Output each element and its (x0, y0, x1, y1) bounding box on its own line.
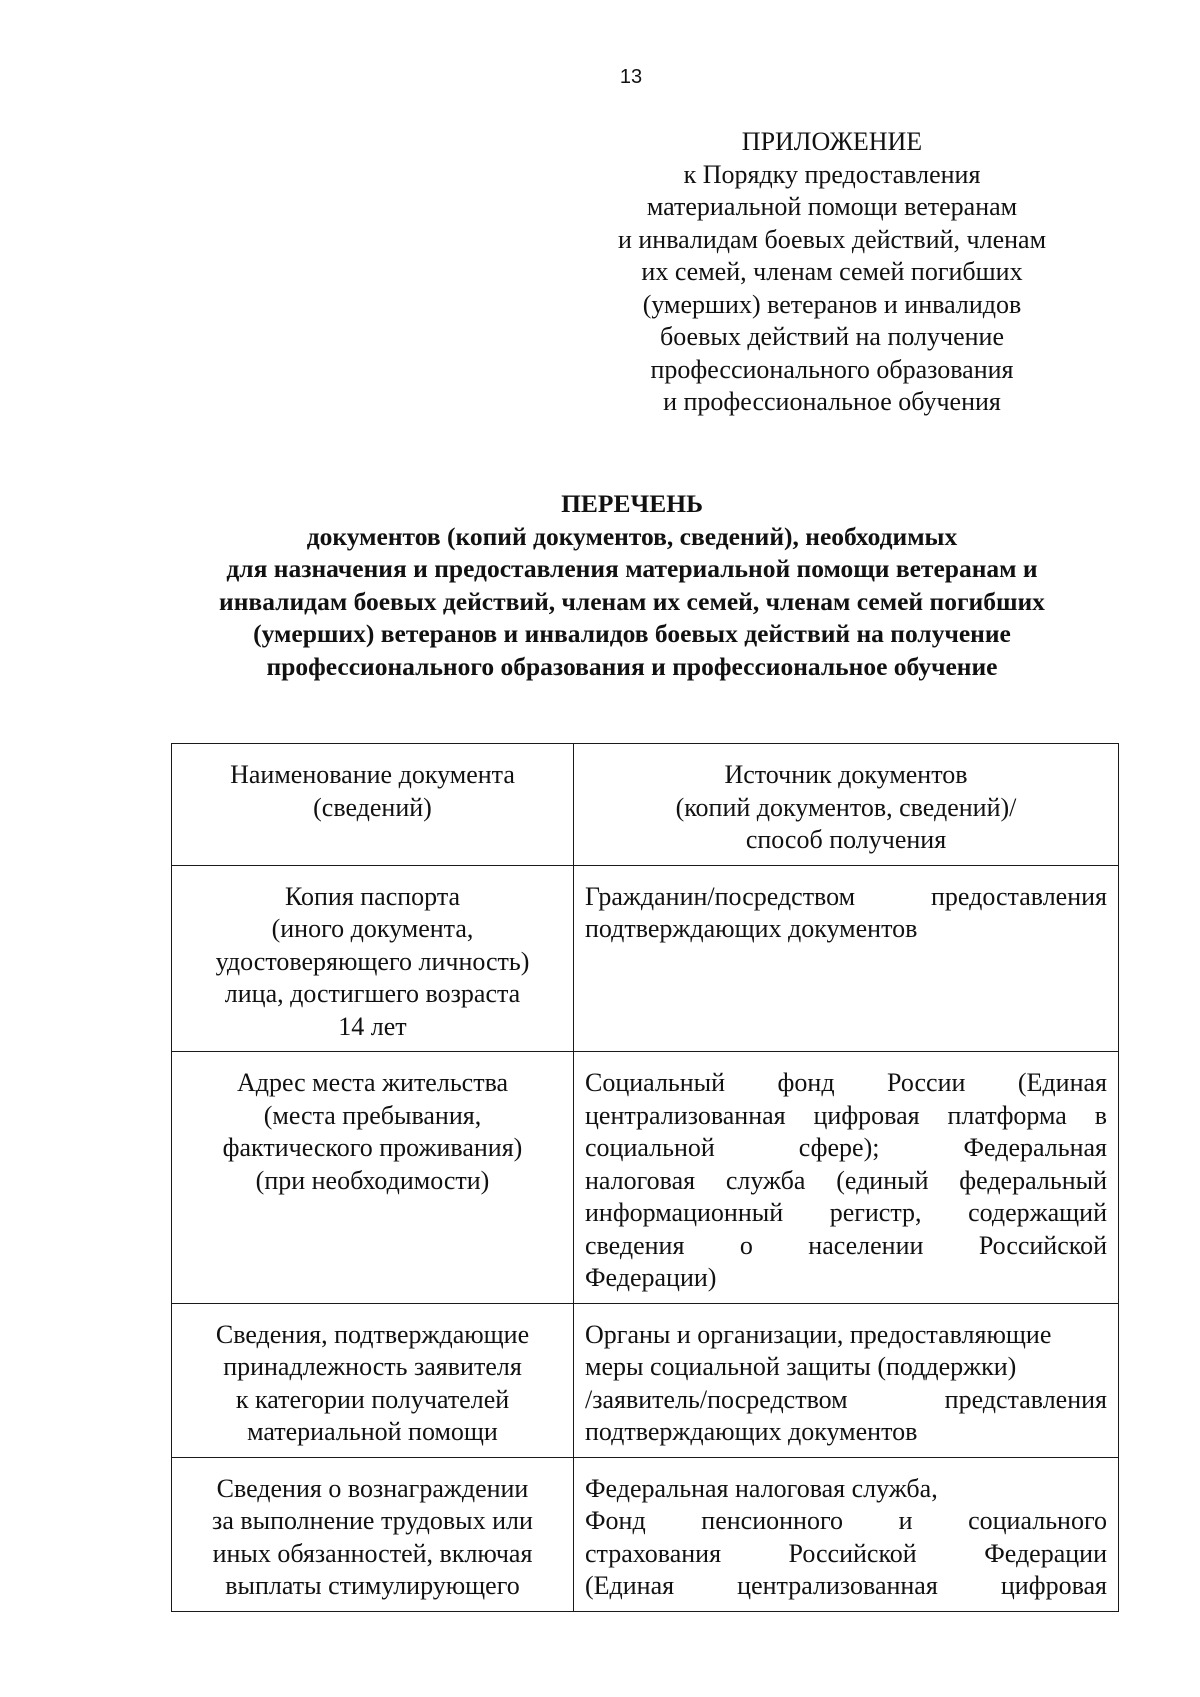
header-text: (сведений) (313, 792, 432, 822)
cell-text: централизованная цифровая платформа в (585, 1100, 1107, 1130)
appendix-line: и профессиональное обучения (663, 387, 1001, 416)
appendix-line: их семей, членам семей погибших (641, 257, 1023, 286)
table-row (172, 1303, 1119, 1457)
table-header-row (172, 744, 1119, 866)
heading-line: инвалидам боевых действий, членам их семей, членам семей погибших (219, 586, 1045, 616)
cell-text: (места пребывания, (263, 1100, 482, 1130)
document-name-cell (172, 865, 574, 1052)
heading-line: документов (копий документов, сведений), необходимых (306, 521, 958, 551)
document-source-cell (574, 1052, 1119, 1304)
cell-text: страхования Российской Федерации (585, 1538, 1107, 1568)
heading-line: для назначения и предоставления материальной помощи ветеранам и (226, 554, 1038, 583)
cell-text: Гражданин/посредством предоставления (585, 881, 1107, 911)
cell-text: подтверждающих документов (585, 914, 918, 943)
cell-text: Федерации) (585, 1263, 717, 1292)
table-row (172, 1457, 1119, 1611)
heading-title: ПЕРЕЧЕНЬ (561, 489, 703, 518)
cell-text: Копия паспорта (284, 881, 461, 911)
cell-text: информационный регистр, содержащий (585, 1198, 1107, 1227)
header-cell-document-name (172, 744, 574, 866)
cell-text: удостоверяющего личность) (215, 946, 530, 976)
table-row (172, 865, 1119, 1052)
cell-text: подтверждающих документов (585, 1417, 918, 1446)
cell-text: лица, достигшего возраста (224, 979, 521, 1008)
documents-table (171, 743, 1119, 1612)
appendix-line: боевых действий на получение (659, 322, 1004, 351)
appendix-block (558, 126, 1106, 419)
document-source-cell (574, 865, 1119, 1052)
document-source-cell (574, 1303, 1119, 1457)
cell-text: выплаты стимулирующего (225, 1571, 520, 1600)
page-number: 13 (619, 66, 643, 88)
cell-text: иных обязанностей, включая (212, 1538, 533, 1568)
cell-text: меры социальной защиты (поддержки) (585, 1352, 1017, 1381)
heading-line: (умерших) ветеранов и инвалидов боевых действий на получение (253, 619, 1011, 648)
cell-text: Федеральная налоговая служба, (585, 1473, 938, 1503)
cell-text: Фонд пенсионного и социального (585, 1506, 1107, 1535)
cell-text: фактического проживания) (222, 1133, 523, 1162)
cell-text: (при необходимости) (255, 1165, 490, 1195)
appendix-line: материальной помощи ветеранам (646, 192, 1018, 221)
cell-text: Адрес места жительства (236, 1068, 509, 1097)
appendix-line: (умерших) ветеранов и инвалидов (642, 289, 1022, 319)
appendix-line: к Порядку предоставления (683, 159, 981, 189)
cell-text: /заявитель/посредством представления (585, 1384, 1107, 1414)
cell-text: 14 лет (338, 1011, 407, 1041)
header-text: способ получения (745, 825, 947, 854)
cell-text: (Единая централизованная цифровая (585, 1571, 1107, 1600)
cell-text: налоговая служба (единый федеральный (585, 1165, 1107, 1195)
cell-text: сведения о населении Российской (585, 1230, 1107, 1260)
appendix-line: и инвалидам боевых действий, членам (617, 224, 1047, 254)
cell-text: принадлежность заявителя (223, 1352, 522, 1381)
header-text: (копий документов, сведений)/ (675, 792, 1017, 822)
table-row (172, 1052, 1119, 1304)
cell-text: за выполнение трудовых или (212, 1506, 533, 1535)
cell-text: Органы и организации, предоставляющие (585, 1319, 1052, 1349)
header-text: Наименование документа (230, 760, 515, 789)
document-heading (150, 488, 1114, 683)
cell-text: к категории получателей (235, 1384, 510, 1414)
appendix-line: профессионального образования (650, 354, 1014, 384)
cell-text: Сведения, подтверждающие (215, 1319, 530, 1349)
cell-text: социальной сфере); Федеральная (585, 1133, 1107, 1162)
cell-text: Сведения о вознаграждении (216, 1473, 529, 1503)
header-text: Источник документов (724, 760, 968, 789)
document-name-cell (172, 1303, 574, 1457)
cell-text: (иного документа, (271, 914, 474, 943)
header-cell-source (574, 744, 1119, 866)
document-name-cell (172, 1457, 574, 1611)
document-name-cell (172, 1052, 574, 1304)
heading-line: профессионального образования и профессиональное обучение (266, 651, 998, 681)
cell-text: материальной помощи (247, 1417, 498, 1446)
document-source-cell (574, 1457, 1119, 1611)
appendix-title: ПРИЛОЖЕНИЕ (741, 127, 923, 156)
cell-text: Социальный фонд России (Единая (585, 1068, 1107, 1097)
